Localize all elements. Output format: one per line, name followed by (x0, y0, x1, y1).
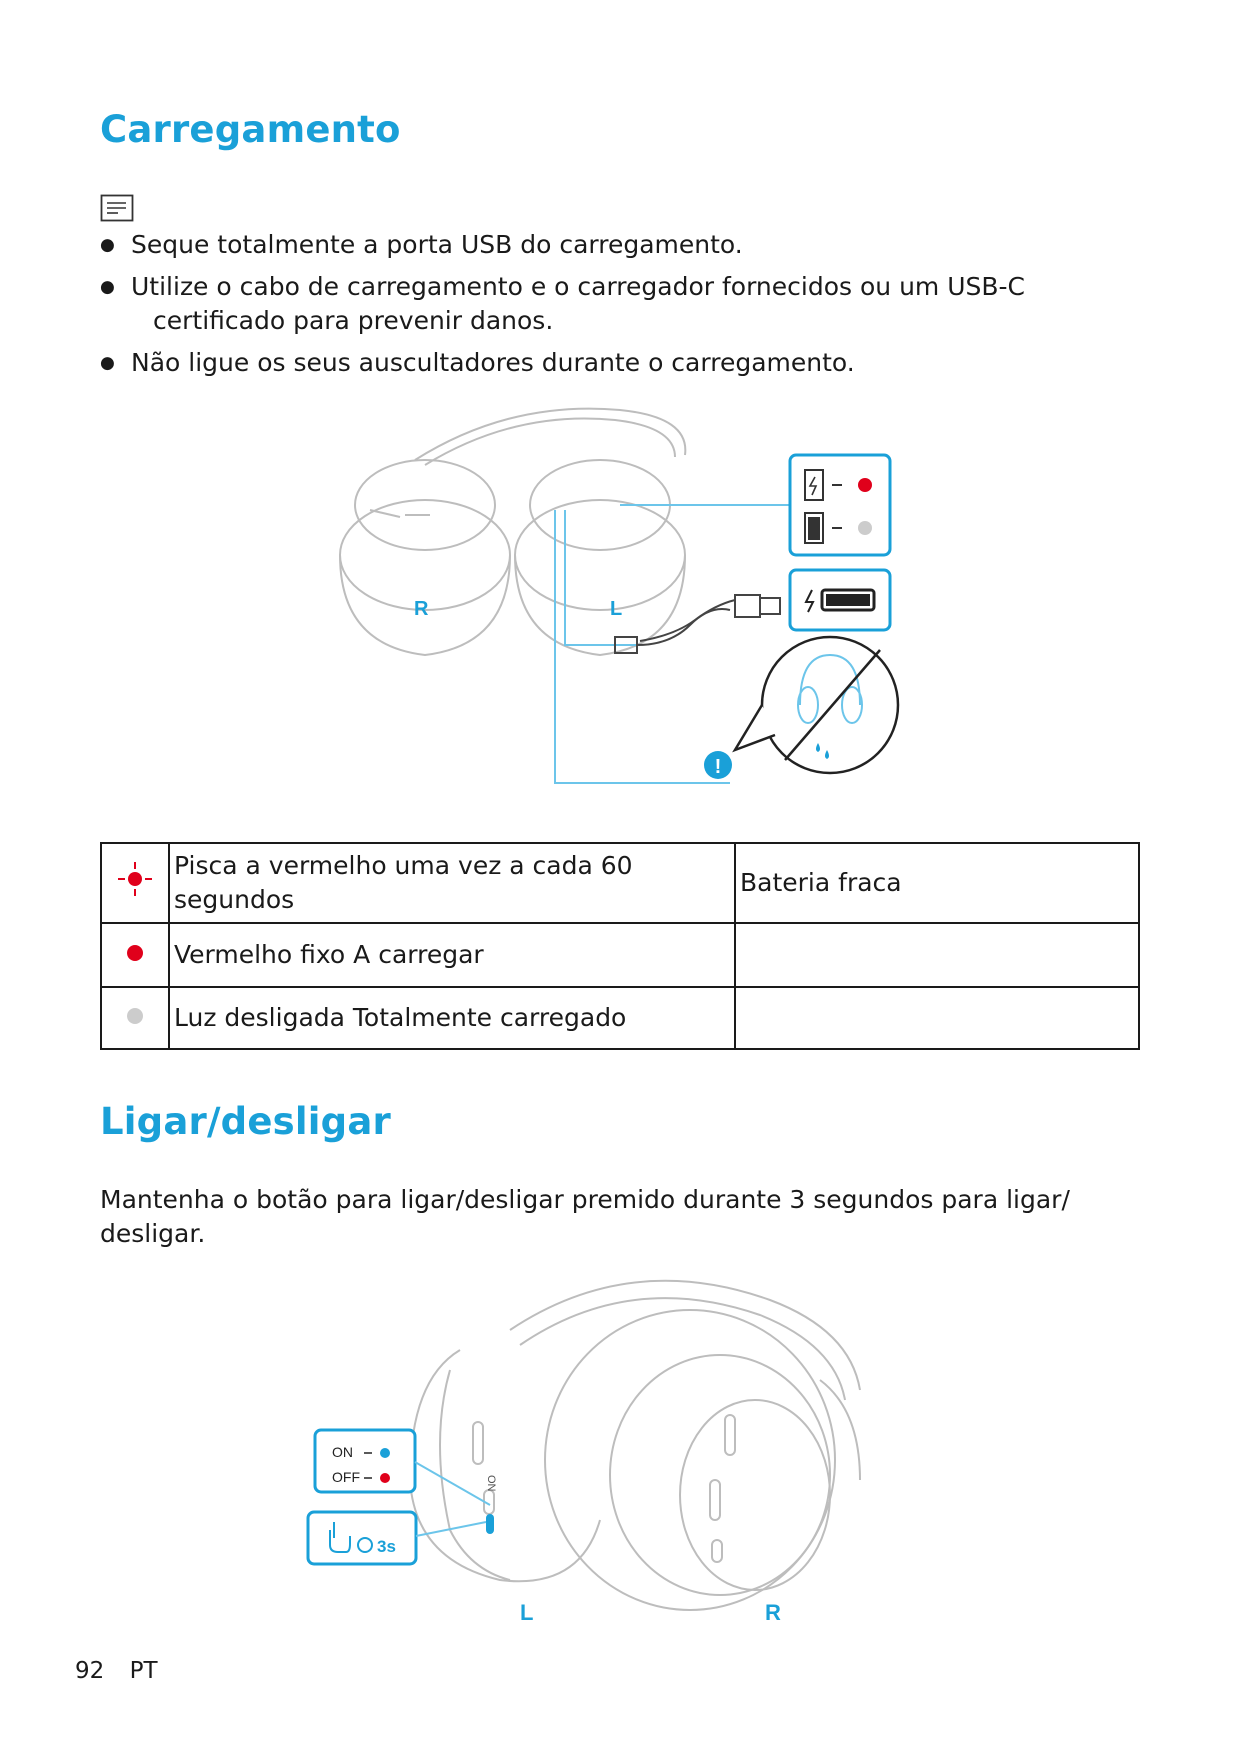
left-cup-label: L (610, 598, 623, 620)
off-label: OFF (332, 1469, 360, 1485)
note-icon (100, 194, 134, 222)
page-number: 92 (75, 1658, 105, 1684)
hold-duration-label: 3s (377, 1537, 396, 1556)
full-led-dot (858, 521, 872, 535)
table-cell: Pisca a vermelho uma vez a cada 60 segundos (169, 843, 735, 923)
left-side-label: L (520, 1600, 534, 1625)
list-item: ● Utilize o cabo de carregamento e o carregador fornecidos ou um USB-C certificado para prevenir danos. (100, 270, 1140, 338)
table-cell (101, 987, 169, 1049)
power-instructions: Mantenha o botão para ligar/desligar premido durante 3 segundos para ligar/ desligar. (100, 1185, 1070, 1248)
table-cell (101, 843, 169, 923)
table-cell: Bateria fraca (735, 843, 1139, 923)
list-item: ● Não ligue os seus auscultadores durante o carregamento. (100, 346, 1140, 380)
table-cell (101, 923, 169, 987)
gray-dot-icon (125, 1006, 145, 1026)
charging-led-dot (858, 478, 872, 492)
table-row (101, 843, 1139, 923)
power-illustration (300, 1260, 900, 1630)
svg-text:!: ! (714, 756, 722, 778)
table-cell: Luz desligada Totalmente carregado (169, 987, 735, 1049)
section-title-charging: Carregamento (100, 108, 401, 151)
right-cup-label: R (414, 598, 429, 620)
table-cell: Vermelho fixo A carregar (169, 923, 735, 987)
language-code: PT (129, 1658, 158, 1684)
right-side-label: R (765, 1600, 781, 1625)
table-cell (735, 987, 1139, 1049)
charging-notes-list (100, 228, 1140, 388)
on-label: ON (332, 1444, 353, 1460)
list-item: ● Seque totalmente a porta USB do carregamento. (100, 228, 1140, 262)
led-status-table (100, 842, 1140, 1050)
on-led-dot (380, 1448, 390, 1458)
red-blink-icon (115, 859, 155, 899)
table-cell (735, 923, 1139, 987)
page-footer (75, 1658, 158, 1684)
svg-text:ON: ON (485, 1475, 497, 1492)
off-led-dot (380, 1473, 390, 1483)
red-dot-icon (125, 943, 145, 963)
no-use-while-charging-icon (762, 637, 898, 773)
charging-illustration (330, 405, 920, 825)
table-row (101, 923, 1139, 987)
section-title-power: Ligar/desligar (100, 1100, 391, 1143)
table-row (101, 987, 1139, 1049)
on-off-legend-box (315, 1430, 415, 1492)
